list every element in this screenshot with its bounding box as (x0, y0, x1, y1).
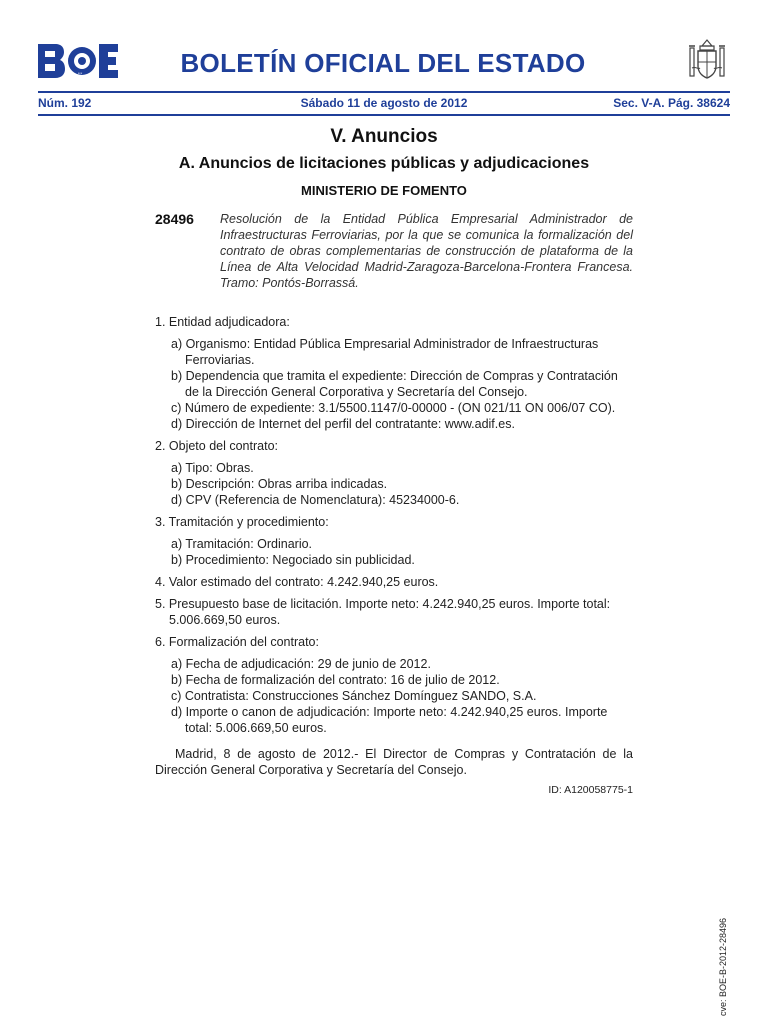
section-title: 6. Formalización del contrato: (155, 635, 319, 649)
signature: Madrid, 8 de agosto de 2012.- El Director de Compras y Contratación de la Dirección General Corporativa y Secretaría del Consejo. (155, 747, 633, 777)
cve-code: cve: BOE-B-2012-28496 (718, 917, 728, 1016)
svg-text:BOE: BOE (78, 73, 83, 75)
section-page: Sec. V-A. Pág. 38624 (613, 96, 730, 110)
announcement-summary: Resolución de la Entidad Pública Empresarial Administrador de Infraestructuras Ferroviarias, por la que se comunica la formalización del contrato de obras complementarias de construcción de plataforma de la Línea de Alta Velocidad Madrid-Zaragoza-Barcelona-Frontera Francesa. Tramo: Pontós-Borrassá. (220, 212, 633, 290)
list-item: c) Contratista: Construcciones Sánchez Domínguez SANDO, S.A. (171, 689, 537, 703)
list-item: b) Procedimiento: Negociado sin publicidad. (171, 553, 415, 567)
header-rule-bottom (38, 114, 730, 116)
list-item: c) Número de expediente: 3.1/5500.1147/0-00000 - (ON 021/11 ON 006/07 CO). (171, 401, 616, 415)
masthead-title: BOLETÍN OFICIAL DEL ESTADO (180, 48, 586, 78)
header-info-row (38, 96, 730, 110)
section-title: 3. Tramitación y procedimiento: (155, 515, 329, 529)
section-4: 4. Valor estimado del contrato: 4.242.940,25 euros. (155, 575, 439, 589)
section-3 (155, 514, 633, 568)
section-5: 5. Presupuesto base de licitación. Importe neto: 4.242.940,25 euros. Importe total: 5.006.669,50 euros. (155, 597, 611, 627)
list-item: d) Importe o canon de adjudicación: Importe neto: 4.242.940,25 euros. Importe total: 5.006.669,50 euros. (171, 705, 608, 735)
header-rule-top (38, 91, 730, 93)
section-title: 1. Entidad adjudicadora: (155, 315, 290, 329)
list-item: a) Tramitación: Ordinario. (171, 537, 313, 551)
section-6 (155, 634, 633, 736)
document-id: ID: A120058775-1 (548, 784, 633, 796)
list-item: d) Dirección de Internet del perfil del contratante: www.adif.es. (171, 417, 515, 431)
section-2 (155, 438, 633, 508)
list-item: a) Organismo: Entidad Pública Empresarial Administrador de Infraestructuras Ferroviarias. (171, 337, 599, 367)
section-heading: V. Anuncios (330, 126, 438, 147)
boe-logo (38, 44, 118, 78)
list-item: d) CPV (Referencia de Nomenclatura): 45234000-6. (171, 493, 460, 507)
list-item: b) Dependencia que tramita el expediente: Dirección de Compras y Contratación de la Dirección General Corporativa y Secretaría del Consejo. (171, 369, 618, 399)
section-1 (155, 314, 633, 432)
issue-date: Sábado 11 de agosto de 2012 (300, 96, 468, 110)
announcement-number: 28496 (155, 211, 194, 227)
list-item: b) Descripción: Obras arriba indicadas. (171, 477, 388, 491)
coat-of-arms-icon (686, 38, 728, 82)
issue-number: Núm. 192 (38, 96, 92, 110)
list-item: a) Tipo: Obras. (171, 461, 254, 475)
ministry-heading: MINISTERIO DE FOMENTO (301, 183, 467, 198)
subsection-heading: A. Anuncios de licitaciones públicas y adjudicaciones (178, 155, 590, 172)
list-item: a) Fecha de adjudicación: 29 de junio de 2012. (171, 657, 431, 671)
list-item: b) Fecha de formalización del contrato: 16 de julio de 2012. (171, 673, 500, 687)
announcement-body (155, 314, 633, 798)
section-title: 2. Objeto del contrato: (155, 439, 278, 453)
